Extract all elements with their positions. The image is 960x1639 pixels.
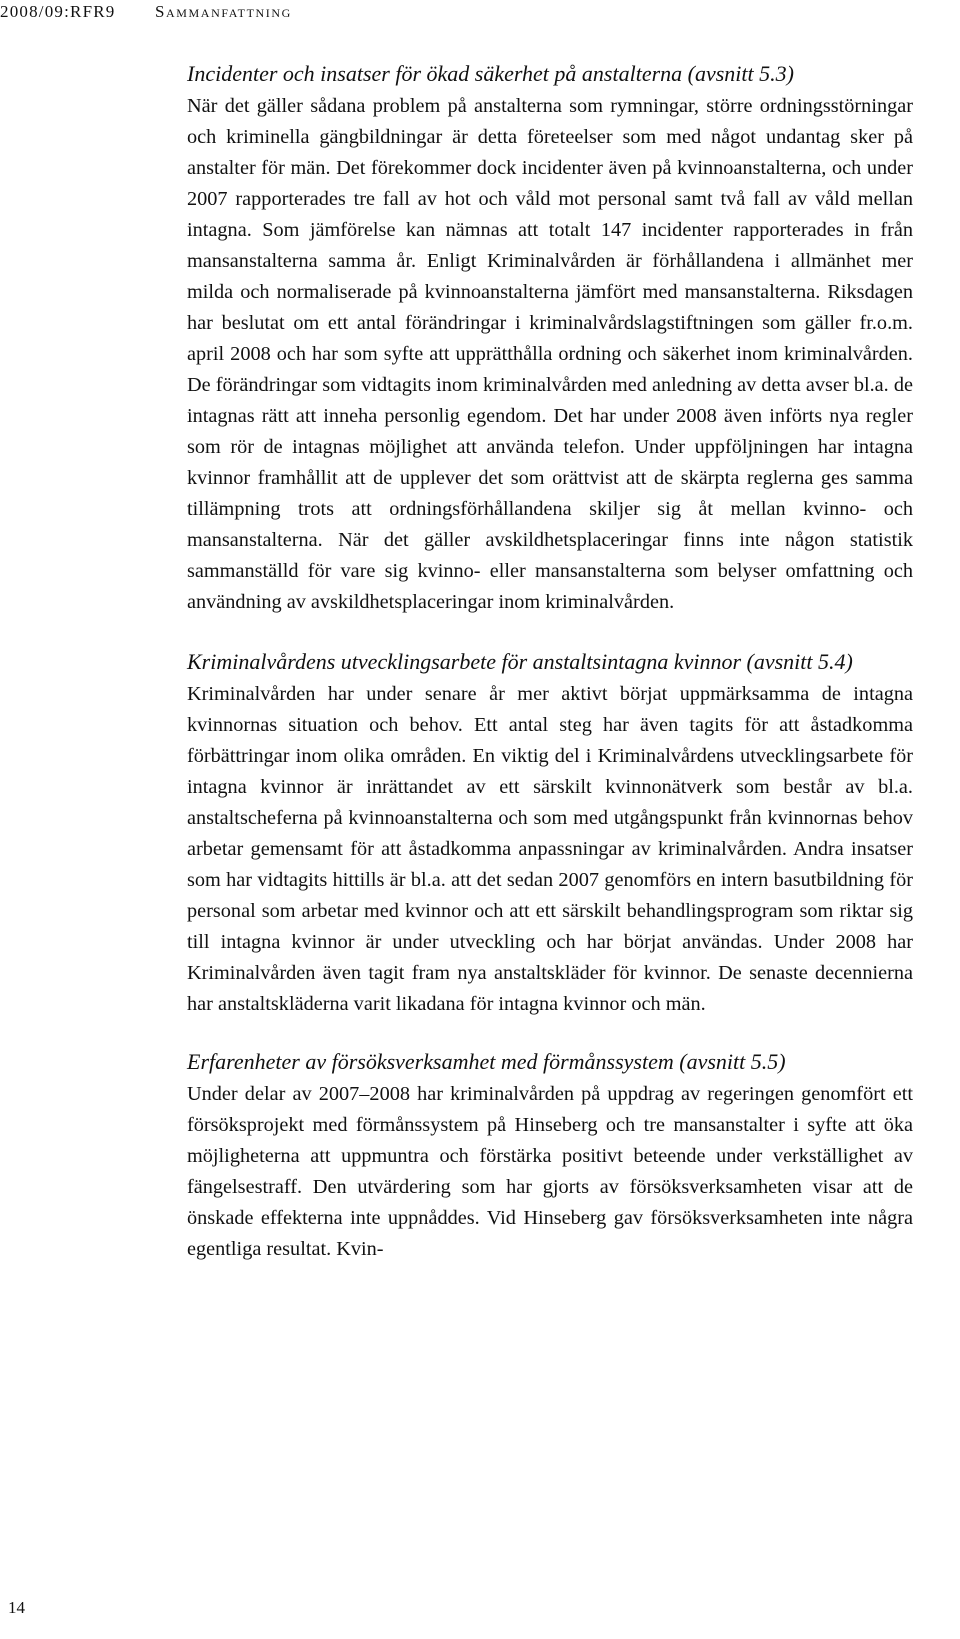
section-heading: Erfarenheter av försöksverksamhet med förmånssystem (avsnitt 5.5) — [187, 1049, 786, 1074]
section-trial — [187, 1046, 913, 1265]
section-paragraph: Under delar av 2007–2008 har kriminalvården på uppdrag av regeringen genomfört ett försöksprojekt med förmånssystem på Hinseberg och tre mansanstalter i syfte att öka möjligheterna att uppmuntra och förstärka positivt beteende under verkställighet av fängelsestraff. Den utvärdering som har gjorts av försöksverksamheten visar att de önskade effekterna inte uppnåddes. Vid Hinseberg gav försöksverksamheten inte några egentliga resultat. Kvin- — [187, 1083, 913, 1260]
running-header — [0, 2, 292, 22]
section-paragraph: När det gäller sådana problem på anstalterna som rymningar, större ordningsstörningar och kriminella gängbildningar är detta företeelser som med något undantag sker på anstalter för män. Det förekommer dock incidenter även på kvinnoanstalterna, och under 2007 rapporterades tre fall av hot och våld mot personal samt två fall av våld mellan intagna. Som jämförelse kan nämnas att totalt 147 incidenter rapporterades in från mansanstalterna samma år. Enligt Kriminalvården är förhållandena i allmänhet mer milda och normaliserade på kvinnoanstalterna jämfört med mansanstalterna. Riksdagen har beslutat om ett antal förändringar i kriminalvårdslagstiftningen som gäller fr.o.m. april 2008 och har som syfte att upprätthålla ordning och säkerhet inom kriminalvården. De förändringar som vidtagits inom kriminalvården med anledning av detta avser bl.a. de intagnas rätt att inneha personlig egendom. Det har under 2008 även införts nya regler som rör de intagnas möjlighet att använda telefon. Under uppföljningen har intagna kvinnor framhållit att de upplever det som orättvist att de skärpta reglerna ges samma tillämpning trots att ordningsförhållandena skiljer sig åt mellan kvinno- och mansanstalterna. När det gäller avskildhetsplaceringar finns inte någon statistik sammanställd för vare sig kvinno- eller mansanstalterna som belyser omfattning och användning av avskildhetsplaceringar inom kriminalvården. — [187, 95, 913, 613]
page-content — [187, 58, 913, 1265]
section-heading: Kriminalvårdens utvecklingsarbete för anstaltsintagna kvinnor (avsnitt 5.4) — [187, 649, 853, 674]
section-development — [187, 646, 913, 1020]
section-name: Sammanfattning — [154, 2, 292, 21]
report-number: 2008/09:RFR9 — [0, 2, 116, 21]
section-incidents — [187, 58, 913, 618]
section-heading: Incidenter och insatser för ökad säkerhet på anstalterna (avsnitt 5.3) — [187, 61, 794, 86]
section-paragraph: Kriminalvården har under senare år mer aktivt börjat uppmärksamma de intagna kvinnornas situation och behov. Ett antal steg har även tagits för att åstadkomma förbättringar inom olika områden. En viktig del i Kriminalvårdens utvecklingsarbete för intagna kvinnor är inrättandet av ett särskilt kvinnonätverk som består av bl.a. anstaltscheferna på kvinnoanstalterna och som med utgångspunkt från kvinnornas behov arbetar gemensamt för att åstadkomma anpassningar av kriminalvården. Andra insatser som har vidtagits hittills är bl.a. att det sedan 2007 genomförs en intern basutbildning för personal som arbetar med kvinnor och att ett särskilt behandlingsprogram som riktar sig till intagna kvinnor är under utveckling och har börjat användas. Under 2008 har Kriminalvården även tagit fram nya anstaltskläder för kvinnor. De senaste decennierna har anstaltskläderna varit likadana för intagna kvinnor och män. — [187, 683, 913, 1015]
page-number: 14 — [8, 1598, 25, 1617]
